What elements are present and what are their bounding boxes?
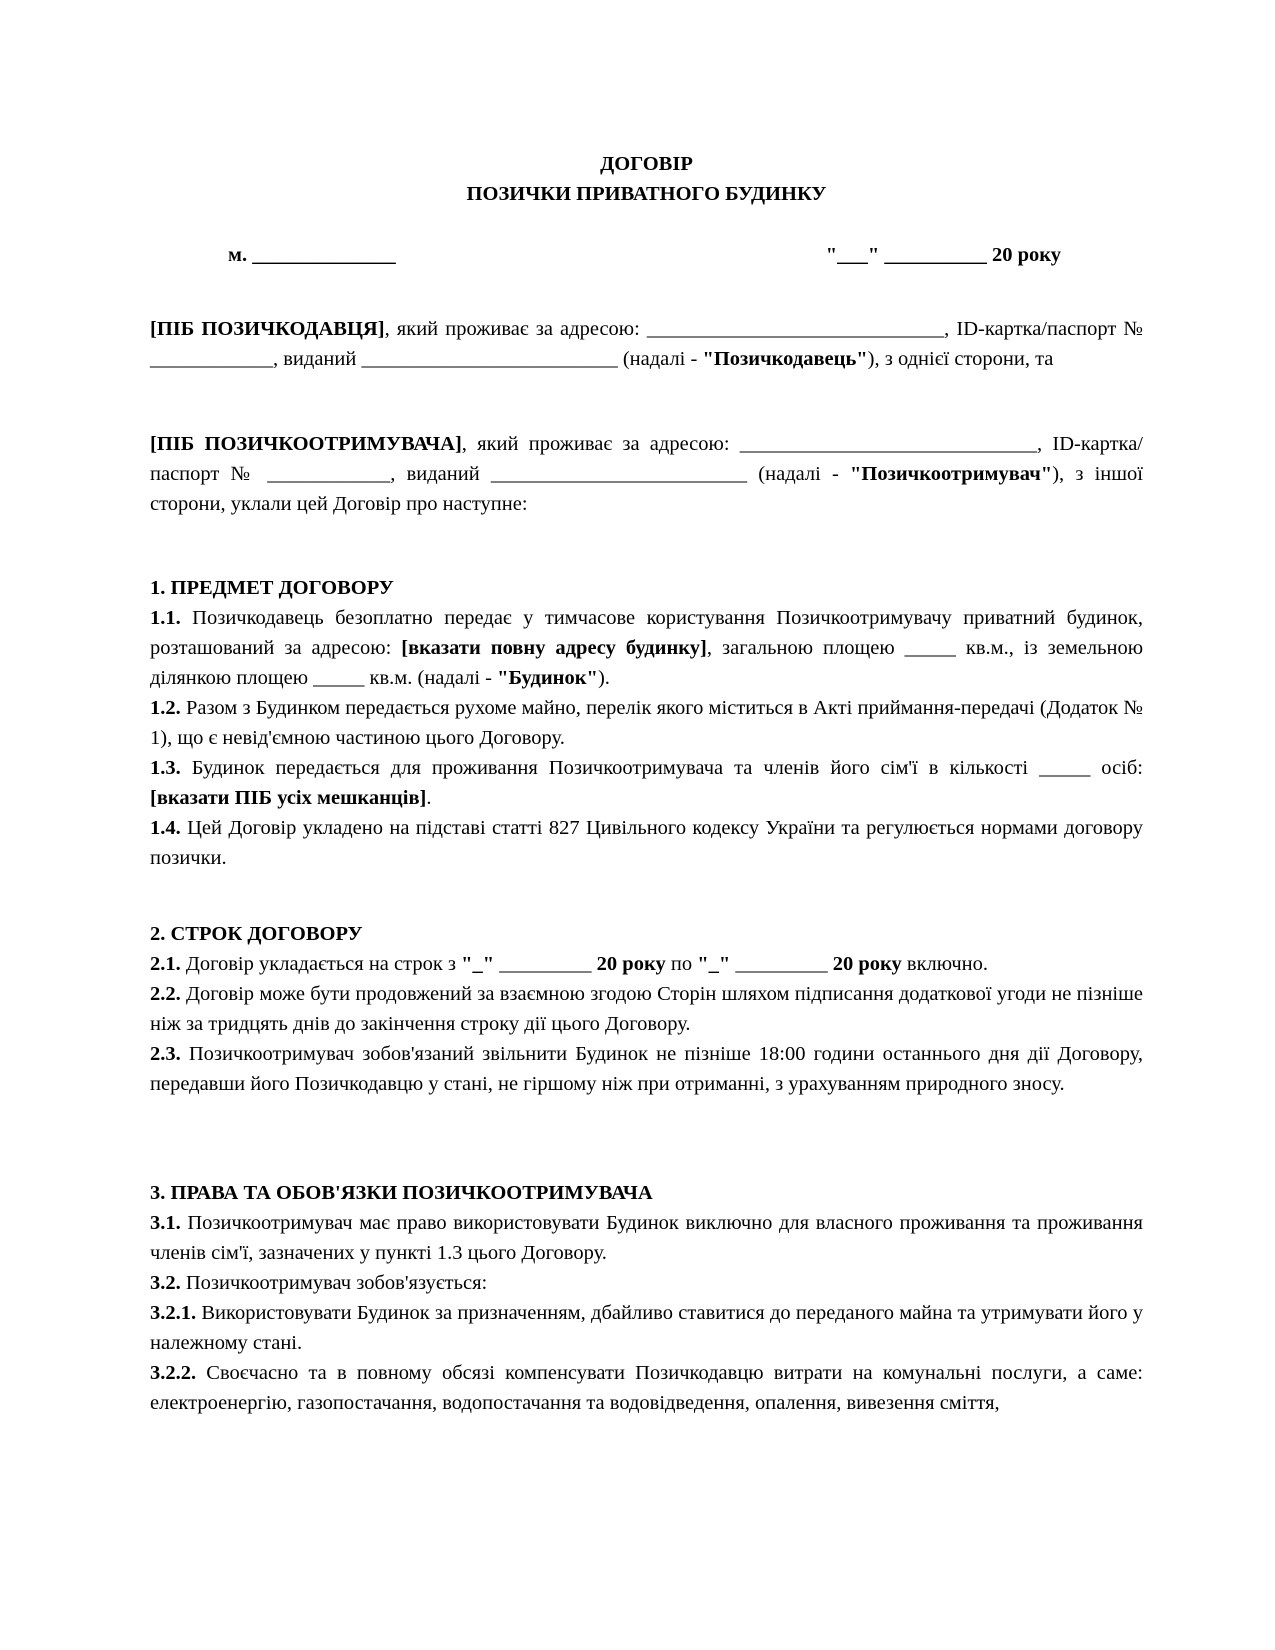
lender-text-2: ), з однієї сторони, та [867, 348, 1054, 370]
clause-number: 2.2. [150, 983, 181, 1005]
clause-text: Позичкоотримувач зобов'язується: [180, 1272, 488, 1294]
place-field: м. ______________ [228, 244, 396, 266]
section-2-heading: 2. СТРОК ДОГОВОРУ [150, 923, 363, 945]
clause-number: 1.2. [150, 697, 181, 719]
clause-number: 1.1. [150, 607, 181, 629]
clause-placeholder: [вказати повну адресу будинку] [401, 637, 707, 659]
clause-3-2-1 [150, 1298, 1143, 1358]
lender-text-1: , який проживає за адресою: _____________________________, ID-картка/паспорт № ____________, виданий _________________________ (надалі - [150, 318, 1143, 370]
document-subtitle: ПОЗИЧКИ ПРИВАТНОГО БУДИНКУ [466, 183, 827, 205]
clause-day-blank: "_" [697, 953, 731, 975]
clause-number: 1.4. [150, 817, 181, 839]
borrower-text-2: ), з іншої сторони, уклали цей Договір про наступне: [150, 463, 1143, 515]
clause-3-1 [150, 1208, 1143, 1268]
clause-text: Позичкоотримувач має право використовувати Будинок виключно для власного проживання та проживання членів сім'ї, зазначених у пункті 1.3 цього Договору. [150, 1212, 1143, 1264]
clause-1-3 [150, 753, 1143, 813]
clause-text: Використовувати Будинок за призначенням, дбайливо ставитися до переданого майна та утримувати його у належному стані. [150, 1302, 1143, 1354]
clause-number: 3.2. [150, 1272, 181, 1294]
clause-text: Будинок передається для проживання Позичкоотримувача та членів його сім'ї в кількості _____ осіб: [180, 757, 1143, 779]
section-3 [150, 1178, 1143, 1418]
clause-3-2-2 [150, 1358, 1143, 1418]
clause-number: 1.3. [150, 757, 181, 779]
clause-text: Договір укладається на строк з [180, 953, 462, 975]
clause-number: 2.3. [150, 1043, 181, 1065]
lender-paragraph [150, 314, 1143, 374]
clause-1-1 [150, 603, 1143, 693]
clause-3-2 [150, 1268, 1143, 1298]
clause-placeholder: [вказати ПІБ усіх мешканців] [150, 787, 427, 809]
clause-text: _________ [730, 953, 833, 975]
clause-1-4 [150, 813, 1143, 873]
clause-2-3 [150, 1039, 1143, 1099]
clause-text: Позичкоотримувач зобов'язаний звільнити Будинок не пізніше 18:00 години останнього дня дії Договору, передавши його Позичкодавцю у стані, не гіршому ніж при отриманні, з урахуванням природного зносу. [150, 1043, 1143, 1095]
clause-number: 3.1. [150, 1212, 181, 1234]
clause-year: 20 року [596, 953, 666, 975]
clause-year: 20 року [832, 953, 902, 975]
clause-defined-term: "Будинок" [497, 667, 598, 689]
clause-text: . [426, 787, 432, 809]
clause-text: Цей Договір укладено на підставі статті 827 Цивільного кодексу України та регулюється нормами договору позички. [150, 817, 1143, 869]
section-2 [150, 919, 1143, 1099]
clause-2-2 [150, 979, 1143, 1039]
clause-text: Разом з Будинком передається рухоме майно, перелік якого міститься в Акті приймання-передачі (Додаток № 1), що є невід'ємною частиною цього Договору. [150, 697, 1143, 749]
lender-name: [ПІБ ПОЗИЧКОДАВЦЯ] [150, 318, 385, 340]
clause-text: включно. [901, 953, 988, 975]
borrower-paragraph [150, 429, 1143, 519]
clause-number: 2.1. [150, 953, 181, 975]
document-title: ДОГОВІР [600, 153, 693, 175]
borrower-name: [ПІБ ПОЗИЧКООТРИМУВАЧА] [150, 433, 462, 455]
clause-text: , загальною площею _____ кв.м., із земельною ділянкою площею _____ кв.м. (надалі - [150, 637, 1144, 689]
clause-text: Позичкодавець безоплатно передає у тимчасове користування Позичкоотримувачу приватний будинок, розташований за адресою: [150, 607, 1143, 659]
borrower-role: "Позичкоотримувач" [850, 463, 1053, 485]
section-3-heading: 3. ПРАВА ТА ОБОВ'ЯЗКИ ПОЗИЧКООТРИМУВАЧА [150, 1182, 653, 1204]
clause-number: 3.2.2. [150, 1362, 197, 1384]
clause-text: Своєчасно та в повному обсязі компенсувати Позичкодавцю витрати на комунальні послуги, а саме: електроенергію, газопостачання, водопостачання та водовідведення, опалення, вивезення сміття, [150, 1362, 1143, 1414]
clause-number: 3.2.1. [150, 1302, 197, 1324]
clause-text: Договір може бути продовжений за взаємною згодою Сторін шляхом підписання додаткової угоди не пізніше ніж за тридцять днів до закінчення строку дії цього Договору. [150, 983, 1143, 1035]
contract-page [150, 0, 1143, 1650]
borrower-text-1: , який проживає за адресою: _____________________________, ID-картка/паспорт № ____________, виданий _________________________ (надалі - [150, 433, 1143, 485]
section-1 [150, 573, 1143, 873]
clause-1-2 [150, 693, 1143, 753]
clause-2-1 [150, 949, 1143, 979]
clause-text: по [665, 953, 698, 975]
clause-day-blank: "_" [461, 953, 495, 975]
section-1-heading: 1. ПРЕДМЕТ ДОГОВОРУ [150, 577, 394, 599]
date-field: "___" __________ 20 року [825, 244, 1061, 266]
lender-role: "Позичкодавець" [702, 348, 868, 370]
clause-text: _________ [494, 953, 597, 975]
clause-text: ). [597, 667, 610, 689]
